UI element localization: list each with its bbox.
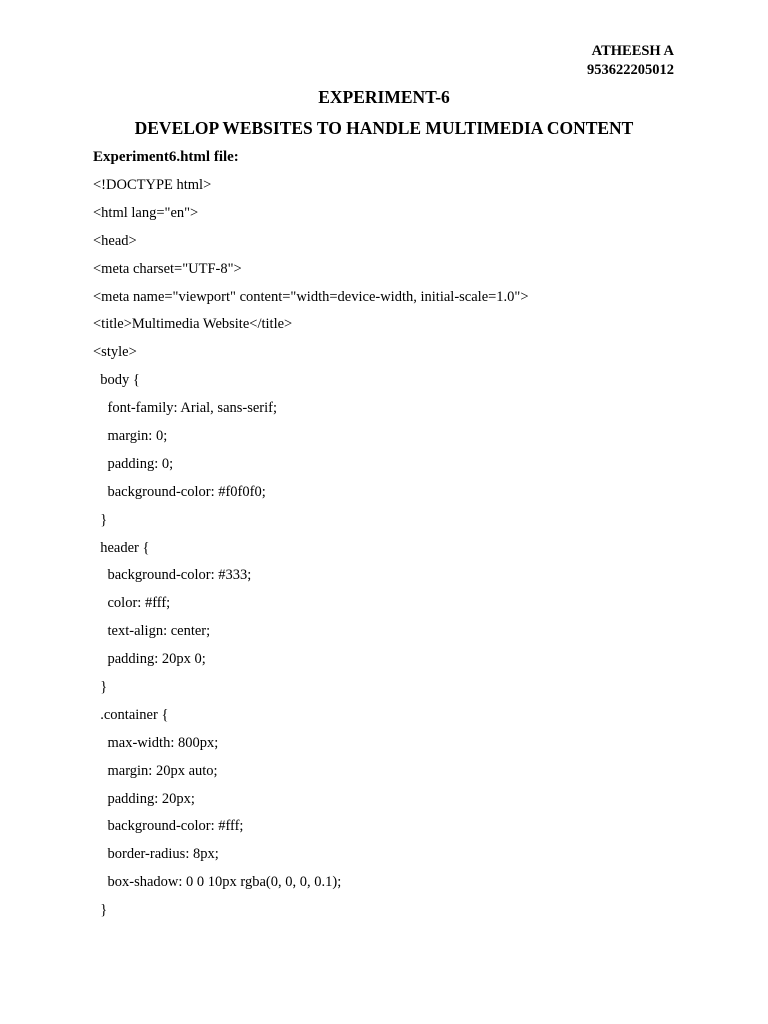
code-line: border-radius: 8px; [93,846,219,863]
author-name: ATHEESH A [591,43,674,59]
code-line: margin: 0; [93,428,168,445]
code-listing [93,174,529,927]
code-line: <meta name="viewport" content="width=device-width, initial-scale=1.0"> [93,288,529,305]
code-line: } [93,902,108,919]
author-block [587,42,674,80]
code-line: .container { [93,706,169,723]
code-line: body { [93,372,140,389]
code-line: background-color: #fff; [93,818,244,835]
code-line: margin: 20px auto; [93,762,218,779]
code-line: max-width: 800px; [93,734,219,751]
file-label: Experiment6.html file: [93,149,239,165]
code-line: <!DOCTYPE html> [93,177,212,193]
code-line: padding: 0; [93,455,174,472]
experiment-subtitle: DEVELOP WEBSITES TO HANDLE MULTIMEDIA CONTENT [134,118,634,138]
code-line: padding: 20px 0; [93,651,206,668]
code-line: text-align: center; [93,623,211,640]
code-line: padding: 20px; [93,790,195,807]
code-line: <meta charset="UTF-8"> [93,260,242,277]
code-line: <style> [93,344,137,361]
code-line: background-color: #f0f0f0; [93,483,266,500]
code-line: color: #fff; [93,595,171,612]
code-line: } [93,679,108,696]
code-line: } [93,511,108,528]
experiment-title: EXPERIMENT-6 [318,87,450,107]
code-line: background-color: #333; [93,567,252,584]
code-line: font-family: Arial, sans-serif; [93,400,278,417]
code-line: <html lang="en"> [93,204,199,221]
code-line: <title>Multimedia Website</title> [93,316,293,333]
author-id: 953622205012 [587,62,674,78]
code-line: header { [93,539,150,556]
code-line: <head> [93,232,137,249]
code-line: box-shadow: 0 0 10px rgba(0, 0, 0, 0.1); [93,874,342,891]
